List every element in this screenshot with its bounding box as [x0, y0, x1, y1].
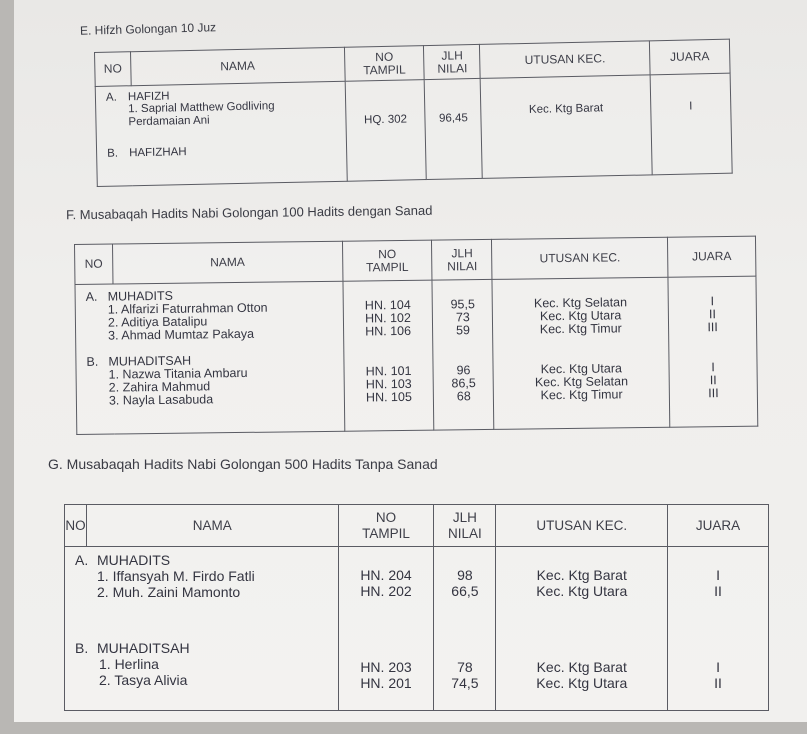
utusan-value: Kec. Ktg Barat — [536, 567, 627, 583]
nilai-value: 66,5 — [451, 583, 479, 599]
participant-name: 1. Herlina — [99, 656, 159, 672]
col-utusan-header: UTUSAN KEC. — [480, 41, 650, 79]
participant-name: 1. Saprial Matthew Godliving Perdamaian Ani — [128, 100, 275, 129]
col-no-tampil-header: NO TAMPIL — [342, 240, 432, 281]
no-tampil-cell — [343, 280, 435, 431]
juara-value: I — [711, 360, 715, 375]
no-tampil-value: HN. 101 — [365, 363, 412, 379]
no-tampil-value: HN. 102 — [364, 310, 411, 326]
participant-name: 3. Nayla Lasabuda — [108, 392, 214, 408]
utusan-value: Kec. Ktg Timur — [539, 321, 622, 337]
col-no-header: NO — [65, 505, 87, 547]
col-utusan-header: UTUSAN KEC. — [492, 237, 668, 279]
no-tampil-value: HN. 202 — [360, 583, 412, 599]
participant-name: 2. Zahira Mahmud — [108, 379, 211, 395]
juara-cell — [668, 276, 758, 427]
utusan-value: Kec. Ktg Selatan — [534, 374, 629, 390]
category-label: A. — [75, 552, 89, 568]
section-g-table — [64, 504, 769, 711]
participant-name: 2. Aditiya Batalipu — [107, 314, 208, 330]
juara-value: II — [714, 583, 722, 599]
participant-name: 2. Muh. Zaini Mamonto — [97, 584, 241, 600]
col-no-tampil-header: NO TAMPIL — [344, 46, 425, 82]
nilai-value: 95,5 — [450, 297, 475, 312]
category-label: B. — [75, 640, 89, 656]
nilai-value: 74,5 — [451, 675, 479, 691]
nilai-cell — [432, 279, 494, 430]
section-e-title: E. Hifzh Golongan 10 Juz — [79, 20, 217, 38]
nilai-value: 86,5 — [451, 376, 476, 391]
col-juara-header: JUARA — [649, 39, 730, 75]
col-nama-header: NAMA — [130, 47, 344, 85]
nilai-value: 73 — [455, 310, 470, 325]
juara-cell — [668, 547, 769, 711]
no-tampil-cell — [345, 80, 427, 182]
col-no-header: NO — [75, 244, 113, 284]
juara-value: I — [710, 294, 715, 309]
table-row — [75, 276, 758, 434]
utusan-value: Kec. Ktg Utara — [540, 361, 623, 377]
col-nama-header: NAMA — [86, 505, 338, 547]
utusan-value: Kec. Ktg Utara — [539, 308, 622, 324]
juara-value: I — [689, 100, 693, 113]
no-tampil-cell — [338, 547, 434, 711]
utusan-value: Kec. Ktg Selatan — [533, 295, 628, 311]
nilai-value: 96 — [456, 363, 471, 378]
category-label: A. — [85, 289, 98, 304]
utusan-value: Kec. Ktg Utara — [536, 675, 628, 691]
nilai-value: 96,45 — [438, 112, 468, 125]
participant-name: 3. Ahmad Mumtaz Pakaya — [108, 326, 255, 343]
nilai-value: 98 — [457, 567, 473, 583]
category-block — [80, 285, 339, 353]
section-e-table — [94, 39, 733, 187]
category-block — [80, 350, 339, 414]
no-tampil-value: HN. 201 — [360, 675, 412, 691]
section-f-title: F. Musabaqah Hadits Nabi Golongan 100 Hadits dengan Sanad — [65, 202, 433, 223]
nama-cell — [95, 81, 347, 186]
nilai-value: 68 — [456, 389, 471, 404]
category-label: B. — [107, 147, 119, 160]
nilai-cell — [434, 547, 496, 711]
col-juara-header: JUARA — [668, 236, 756, 277]
no-tampil-value: HN. 104 — [364, 297, 411, 313]
nama-cell — [75, 281, 344, 434]
table-header-row — [65, 505, 769, 547]
no-tampil-value: HQ. 302 — [363, 113, 408, 127]
col-nilai-header: JLH NILAI — [424, 44, 481, 79]
col-nama-header: NAMA — [112, 241, 342, 284]
category-label: A. — [105, 91, 117, 104]
no-tampil-value: HN. 105 — [365, 389, 412, 405]
juara-value: II — [709, 373, 717, 388]
juara-value: II — [708, 307, 717, 322]
section-f-table — [74, 236, 758, 435]
category-block — [101, 131, 342, 166]
col-nilai-header: JLH NILAI — [432, 239, 492, 280]
utusan-cell — [481, 75, 653, 179]
col-utusan-header: UTUSAN KEC. — [496, 505, 668, 547]
utusan-cell — [496, 547, 668, 711]
category-name: HAFIZHAH — [129, 146, 187, 160]
category-block — [69, 550, 334, 638]
nilai-cell — [425, 78, 483, 179]
juara-value: III — [708, 386, 719, 401]
table-row — [65, 547, 769, 711]
utusan-value: Kec. Ktg Timur — [540, 387, 623, 403]
category-name: MUHADITSAH — [97, 640, 190, 656]
utusan-cell — [492, 277, 670, 429]
section-g-title: G. Musabaqah Hadits Nabi Golongan 500 Hadits Tanpa Sanad — [48, 456, 438, 472]
col-nilai-header: JLH NILAI — [434, 505, 496, 547]
nilai-value: 78 — [457, 659, 473, 675]
juara-cell — [650, 73, 732, 175]
participant-name: 1. Iffansyah M. Firdo Fatli — [97, 568, 255, 584]
category-label: B. — [86, 354, 99, 369]
category-block — [100, 85, 342, 136]
category-name: MUHADITSAH — [108, 353, 192, 369]
col-no-header: NO — [95, 52, 132, 87]
no-tampil-value: HN. 103 — [365, 376, 412, 392]
participant-name: 2. Tasya Alivia — [99, 672, 188, 688]
category-name: MUHADITS — [107, 288, 174, 304]
juara-value: I — [716, 567, 720, 583]
participant-name: 1. Nazwa Titania Ambaru — [108, 365, 248, 382]
utusan-value: Kec. Ktg Barat — [536, 659, 627, 675]
col-no-tampil-header: NO TAMPIL — [338, 505, 434, 547]
no-tampil-value: HN. 203 — [360, 659, 412, 675]
paper-sheet — [14, 0, 807, 722]
col-juara-header: JUARA — [668, 505, 769, 547]
category-name: MUHADITS — [97, 552, 171, 568]
utusan-value: Kec. Ktg Utara — [536, 583, 628, 599]
nilai-value: 59 — [455, 323, 471, 338]
category-name: HAFIZH — [127, 90, 170, 104]
no-tampil-value: HN. 106 — [365, 323, 412, 339]
juara-value: III — [707, 320, 718, 335]
no-tampil-value: HN. 204 — [360, 567, 412, 583]
table-row — [95, 73, 732, 186]
category-block — [69, 638, 334, 694]
juara-value: I — [716, 659, 720, 675]
utusan-value: Kec. Ktg Barat — [528, 102, 604, 116]
nama-cell — [65, 547, 339, 711]
juara-value: II — [714, 675, 722, 691]
participant-name: 1. Alfarizi Faturrahman Otton — [107, 300, 268, 317]
